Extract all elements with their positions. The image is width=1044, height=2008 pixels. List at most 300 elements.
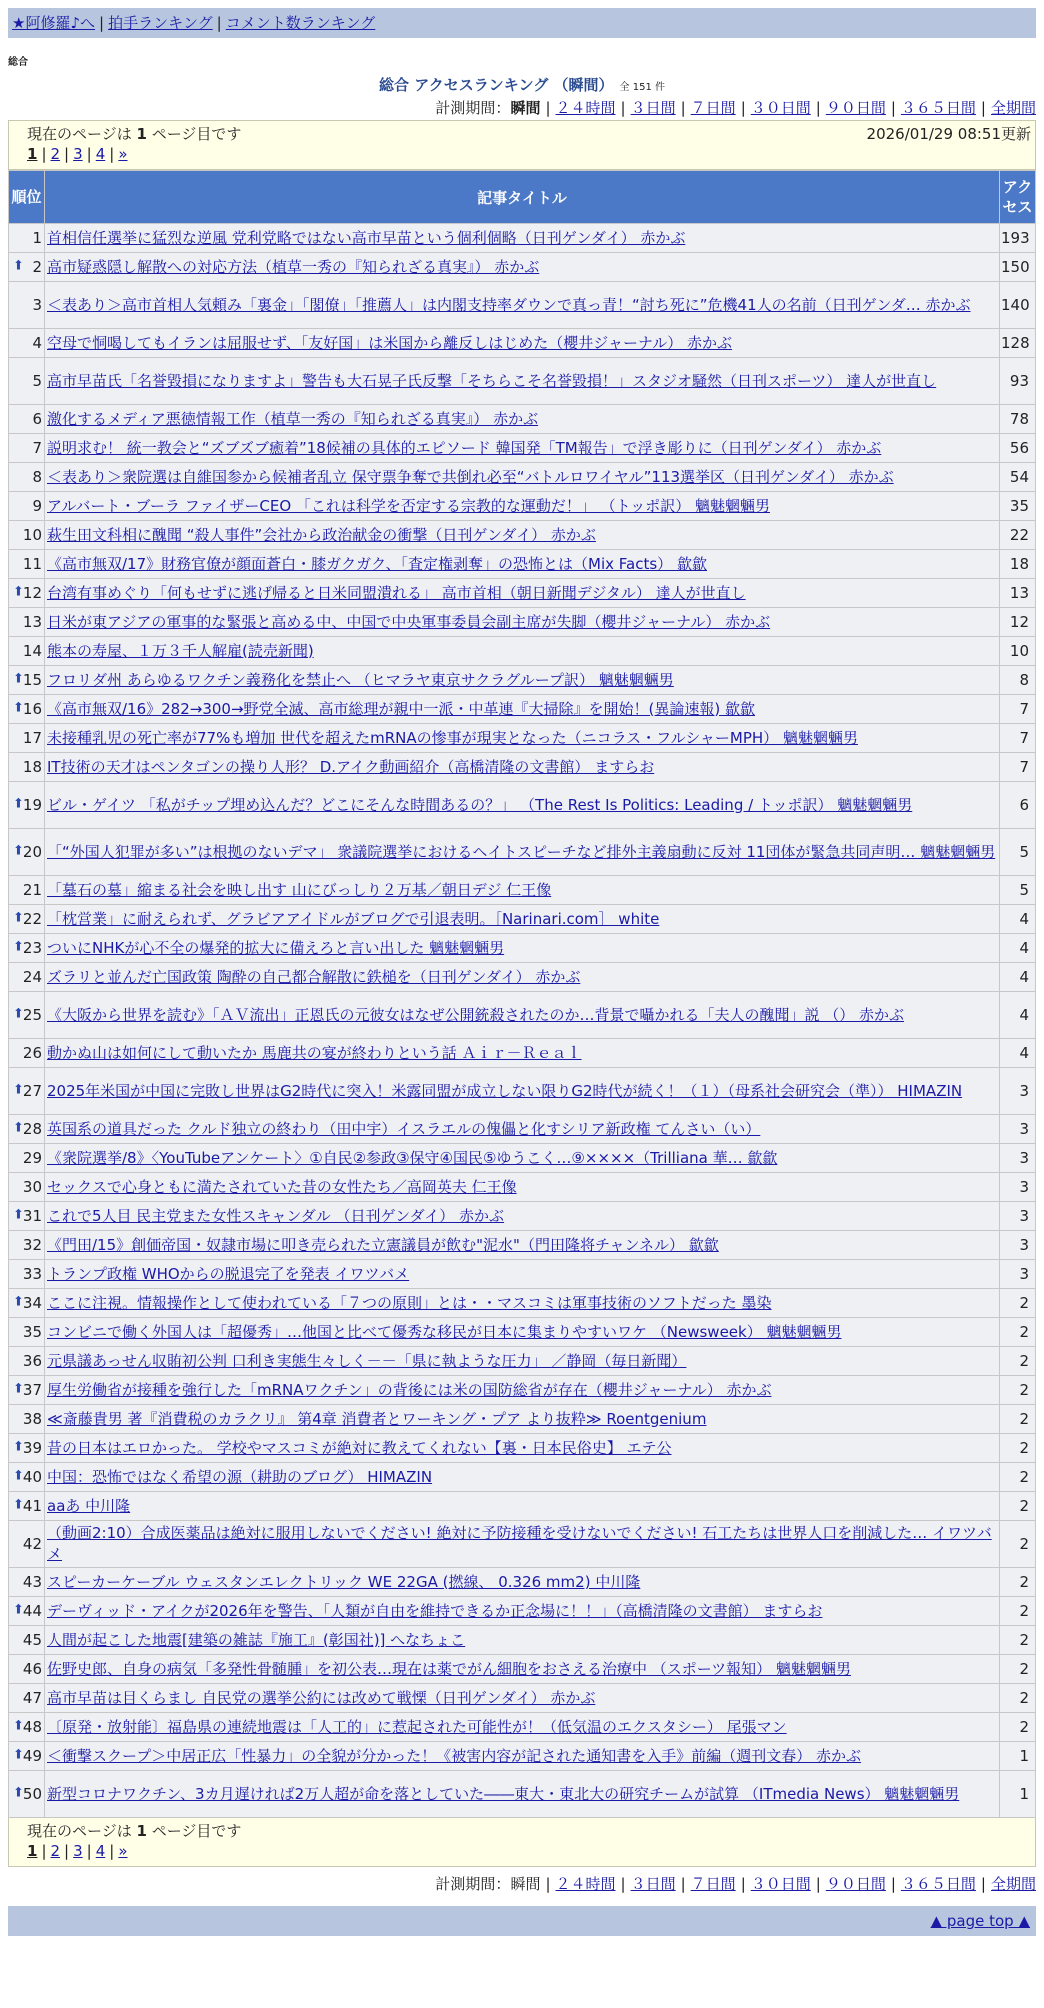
rank-cell (9, 782, 45, 829)
title-cell (45, 1347, 1000, 1376)
access-count: 54 (1000, 463, 1036, 492)
article-link[interactable]: 《大阪から世界を読む》「ＡＶ流出」正恩氏の元彼女はなぜ公開銃殺されたのか…背景で囁かれる「夫人の醜聞」説 （） 赤かぶ (47, 1005, 905, 1024)
article-link[interactable]: IT技術の天才はペンタゴンの操り人形？ D.アイク動画紹介（高橋清隆の文書館） ますらお (47, 757, 655, 776)
table-row (9, 1568, 1036, 1597)
up-arrow-icon: ⬆ (13, 1602, 24, 1618)
article-link[interactable]: 中国：恐怖ではなく希望の源（耕助のブログ） HIMAZIN (47, 1467, 433, 1486)
period-sep: | (680, 99, 686, 117)
access-count: 2 (1000, 1463, 1036, 1492)
access-count: 56 (1000, 434, 1036, 463)
table-row (9, 1115, 1036, 1144)
access-count: 78 (1000, 405, 1036, 434)
title-cell (45, 753, 1000, 782)
bottom-bar (8, 1906, 1036, 1936)
table-row (9, 579, 1036, 608)
rank-number: 3 (32, 295, 42, 314)
period-link[interactable]: ３日間 (630, 99, 676, 117)
access-count: 4 (1000, 934, 1036, 963)
rank-number: 47 (22, 1688, 42, 1707)
rank-number: 38 (22, 1409, 42, 1428)
article-link[interactable]: （動画2:10）合成医薬品は絶対に服用しないでください! 絶対に予防接種を受けないでください! 石工たちは世界人口を削減した… イワツバメ (47, 1524, 992, 1563)
table-row (9, 608, 1036, 637)
category-label: 総合 (8, 57, 28, 68)
access-count: 7 (1000, 724, 1036, 753)
up-arrow-icon: ⬆ (13, 1718, 24, 1734)
period-label: 計測期間： (435, 99, 511, 117)
rank-cell (9, 1405, 45, 1434)
access-count: 3 (1000, 1231, 1036, 1260)
period-link[interactable]: ３６５日間 (900, 1875, 976, 1893)
table-row (9, 1771, 1036, 1818)
table-row (9, 724, 1036, 753)
page-title-row (8, 74, 1036, 95)
rank-number: 39 (22, 1438, 42, 1457)
rank-cell (9, 1231, 45, 1260)
article-link[interactable]: セックスで心身ともに満たされていた昔の女性たち／高岡英夫 仁王像 (47, 1177, 517, 1196)
period-link[interactable]: ２４時間 (555, 1875, 616, 1893)
rank-cell (9, 992, 45, 1039)
access-count: 150 (1000, 253, 1036, 282)
title-cell (45, 666, 1000, 695)
rank-number: 46 (22, 1659, 42, 1678)
article-link[interactable]: ＜表あり＞衆院選は自維国参から候補者乱立 保守票争奪で共倒れ必至“バトルロワイヤル”113選挙区（日刊ゲンダイ） 赤かぶ (47, 467, 894, 486)
article-link[interactable]: 「“外国人犯罪が多い”は根拠のないデマ」 衆議院選挙におけるヘイトスピーチなど排外主義扇動に反対 11団体が緊急共同声明… 魑魅魍魎男 (47, 842, 996, 861)
table-row (9, 829, 1036, 876)
period-sep: | (545, 1875, 551, 1893)
access-count: 5 (1000, 876, 1036, 905)
rank-number: 18 (22, 757, 42, 776)
rank-number: 24 (22, 967, 42, 986)
access-count: 18 (1000, 550, 1036, 579)
title-cell (45, 876, 1000, 905)
title-cell (45, 521, 1000, 550)
page-link[interactable]: 3 (73, 1842, 83, 1860)
rank-number: 40 (22, 1467, 42, 1486)
up-arrow-icon: ⬆ (13, 1747, 24, 1763)
table-row (9, 224, 1036, 253)
access-count: 2 (1000, 1597, 1036, 1626)
page-link[interactable]: 4 (95, 145, 106, 163)
up-arrow-icon: ⬆ (13, 796, 24, 812)
period-link[interactable]: 全期間 (990, 1875, 1036, 1893)
rank-cell (9, 724, 45, 753)
table-row (9, 1173, 1036, 1202)
period-sep: | (815, 99, 821, 117)
rank-number: 10 (22, 525, 42, 544)
article-link[interactable]: 激化するメディア悪徳情報工作（植草一秀の『知られざる真実』） 赤かぶ (47, 409, 539, 428)
title-cell (45, 1434, 1000, 1463)
article-link[interactable]: ビル・ゲイツ 「私がチップ埋め込んだ？どこにそんな時間あるの？」 （The Rest Is Politics: Leading / トッポ訳） 魑魅魍魎男 (47, 795, 913, 814)
rank-number: 11 (22, 554, 42, 573)
up-arrow-icon: ⬆ (13, 1439, 24, 1455)
access-count: 4 (1000, 905, 1036, 934)
table-row (9, 1039, 1036, 1068)
rank-cell (9, 463, 45, 492)
access-count: 3 (1000, 1068, 1036, 1115)
page-current: 1 (27, 145, 38, 163)
rank-number: 17 (22, 728, 42, 747)
access-count: 2 (1000, 1626, 1036, 1655)
article-link[interactable]: 佐野史郎、自身の病気「多発性骨髄腫」を初公表…現在は薬でがん細胞をおさえる治療中 （スポーツ報知） 魑魅魍魎男 (47, 1659, 851, 1678)
rank-cell (9, 1202, 45, 1231)
rank-cell (9, 358, 45, 405)
period-link[interactable]: ９０日間 (825, 99, 886, 117)
article-link[interactable]: デーヴィッド・アイクが2026年を警告、「人類が自由を維持できるか正念場に！！」（高橋清隆の文書館） ますらお (47, 1601, 823, 1620)
rank-cell (9, 637, 45, 666)
article-link[interactable]: 未接種乳児の死亡率が77%も増加 世代を超えたmRNAの惨事が現実となった（ニコラス・フルシャーMPH） 魑魅魍魎男 (47, 728, 858, 747)
article-link[interactable]: 熊本の寿屋、１万３千人解雇(読売新聞) (47, 641, 314, 660)
pagination (27, 1842, 128, 1860)
title-cell (45, 1289, 1000, 1318)
title-cell (45, 1463, 1000, 1492)
rank-number: 42 (22, 1534, 42, 1553)
article-link[interactable]: 高市早苗は目くらまし 自民党の選挙公約には改めて戦慄（日刊ゲンダイ） 赤かぶ (47, 1688, 596, 1707)
period-link[interactable]: ３日間 (630, 1875, 676, 1893)
title-cell (45, 405, 1000, 434)
access-count: 193 (1000, 224, 1036, 253)
title-cell (45, 992, 1000, 1039)
table-row (9, 876, 1036, 905)
table-row (9, 253, 1036, 282)
table-row (9, 329, 1036, 358)
access-count: 4 (1000, 1039, 1036, 1068)
table-row (9, 1144, 1036, 1173)
up-arrow-icon: ⬆ (13, 1294, 24, 1310)
article-link[interactable]: コンビニで働く外国人は「超優秀」…他国と比べて優秀な移民が日本に集まりやすいワケ （Newsweek） 魑魅魍魎男 (47, 1322, 842, 1341)
rank-number: 43 (22, 1572, 42, 1591)
access-count: 5 (1000, 829, 1036, 876)
col-access-header: アクセス (1000, 171, 1036, 224)
page-link[interactable]: 4 (95, 1842, 106, 1860)
rank-cell (9, 1434, 45, 1463)
article-link[interactable]: 台湾有事めぐり「何もせずに逃げ帰ると日米同盟潰れる」 高市首相（朝日新聞デジタル） 達人が世直し (47, 583, 746, 602)
title-cell (45, 1260, 1000, 1289)
article-link[interactable]: 「枕営業」に耐えられず、グラビアアイドルがブログで引退表明。［Narinari.com］ white (47, 909, 660, 928)
rank-number: 36 (22, 1351, 42, 1370)
rank-number: 9 (32, 496, 42, 515)
page-next-link[interactable]: » (118, 145, 128, 163)
access-count: 13 (1000, 579, 1036, 608)
article-link[interactable]: 《高市無双/16》282→300→野党全滅、高市総理が親中一派・中革連『大掃除』を開始！(異論速報) 歙歙 (47, 699, 756, 718)
title-cell (45, 1655, 1000, 1684)
period-sep: | (815, 1875, 821, 1893)
article-link[interactable]: スピーカーケーブル ウェスタンエレクトリック WE 22GA (撚線、 0.326 mm2) 中川隆 (47, 1572, 641, 1591)
table-row (9, 753, 1036, 782)
article-link[interactable]: 人間が起こした地震[建築の雑誌『施工』(彰国社)] へなちょこ (47, 1630, 466, 1649)
period-link[interactable]: ９０日間 (825, 1875, 886, 1893)
table-row (9, 1231, 1036, 1260)
access-count: 4 (1000, 992, 1036, 1039)
rank-number: 28 (22, 1119, 42, 1138)
rank-number: 16 (22, 699, 42, 718)
rank-cell (9, 1742, 45, 1771)
article-link[interactable]: 高市疑惑隠し解散への対応方法（植草一秀の『知られざる真実』） 赤かぶ (47, 257, 540, 276)
period-sep: | (890, 1875, 896, 1893)
access-count: 2 (1000, 1405, 1036, 1434)
article-link[interactable]: 説明求む！ 統一教会と“ズブズブ癒着”18候補の具体的エピソード 韓国発「TM報告」で浮き彫りに（日刊ゲンダイ） 赤かぶ (47, 438, 882, 457)
access-count: 3 (1000, 1144, 1036, 1173)
rank-cell (9, 1626, 45, 1655)
title-cell (45, 463, 1000, 492)
rank-cell (9, 1568, 45, 1597)
rank-cell (9, 492, 45, 521)
title-cell (45, 358, 1000, 405)
article-link[interactable]: トランプ政権 WHOからの脱退完了を発表 イワツバメ (47, 1264, 410, 1283)
top-nav (8, 8, 1036, 38)
access-count: 140 (1000, 282, 1036, 329)
comment-ranking-link[interactable]: コメント数ランキング (225, 14, 376, 32)
access-count: 8 (1000, 666, 1036, 695)
title-cell (45, 1521, 1000, 1568)
page-current: 1 (27, 1842, 38, 1860)
access-count: 128 (1000, 329, 1036, 358)
article-link[interactable]: ＜表あり＞高市首相人気頼み「裏金」「閣僚」「推薦人」は内閣支持率ダウンで真っ青！“討ち死に”危機41人の名前（日刊ゲンダ… 赤かぶ (47, 295, 971, 314)
title-cell (45, 934, 1000, 963)
article-link[interactable]: 新型コロナワクチン、3カ月遅ければ2万人超が命を落としていた――東大・東北大の研究チームが試算 （ITmedia News） 魑魅魍魎男 (47, 1784, 960, 1803)
title-cell (45, 1202, 1000, 1231)
rank-number: 25 (22, 1005, 42, 1024)
article-link[interactable]: ≪斎藤貴男 著『消費税のカラクリ』 第4章 消費者とワーキング・プア より抜粋≫ Roentgenium (47, 1409, 707, 1428)
rank-number: 27 (22, 1081, 42, 1100)
title-cell (45, 1039, 1000, 1068)
article-link[interactable]: 昔の日本はエロかった。 学校やマスコミが絶対に教えてくれない【裏・日本民俗史】 エテ公 (47, 1438, 672, 1457)
rank-number: 26 (22, 1043, 42, 1062)
pagination (27, 145, 128, 163)
page-link[interactable]: 2 (50, 145, 61, 163)
article-link[interactable]: 高市早苗氏「名誉毀損になりますよ」警告も大石晃子氏反撃「そちらこそ名誉毀損！」スタジオ騒然（日刊スポーツ） 達人が世直し (47, 371, 937, 390)
access-count: 10 (1000, 637, 1036, 666)
table-row (9, 963, 1036, 992)
period-sep: | (680, 1875, 686, 1893)
page-info-box-bottom (8, 1818, 1036, 1867)
rank-cell (9, 1144, 45, 1173)
page-sep: | (64, 145, 70, 163)
article-link[interactable]: ここに注視。情報操作として使われている「７つの原則」とは・・マスコミは軍事技術のソフトだった 墨染 (47, 1293, 772, 1312)
article-link[interactable]: ついにNHKが心不全の爆発的拡大に備えろと言い出した 魑魅魍魎男 (47, 938, 505, 957)
rank-cell (9, 329, 45, 358)
article-link[interactable]: 《門田/15》創価帝国・奴隷市場に叩き売られた立憲議員が飲む"泥水"（門田隆将チャンネル） 歙歙 (47, 1235, 719, 1254)
rank-cell (9, 550, 45, 579)
article-link[interactable]: 2025年米国が中国に完敗し世界はG2時代に突入！米露同盟が成立しない限りG2時代が続く！（１）（母系社会研究会（準）） HIMAZIN (47, 1081, 963, 1100)
page-sep: | (86, 1842, 92, 1860)
rank-number: 49 (22, 1746, 42, 1765)
table-row (9, 666, 1036, 695)
up-arrow-icon: ⬆ (13, 910, 24, 926)
rank-cell (9, 829, 45, 876)
period-link[interactable]: ７日間 (690, 1875, 736, 1893)
rank-cell (9, 1173, 45, 1202)
article-link[interactable]: 首相信任選挙に猛烈な逆風 党利党略ではない高市早苗という個利個略（日刊ゲンダイ） 赤かぶ (47, 228, 686, 247)
period-sep: | (980, 99, 986, 117)
rank-number: 6 (32, 409, 42, 428)
rank-number: 37 (22, 1380, 42, 1399)
title-cell (45, 1713, 1000, 1742)
title-cell (45, 782, 1000, 829)
table-row (9, 1742, 1036, 1771)
access-count: 22 (1000, 521, 1036, 550)
access-count: 2 (1000, 1492, 1036, 1521)
rank-number: 23 (22, 938, 42, 957)
title-cell (45, 724, 1000, 753)
article-link[interactable]: 英国系の道具だった クルド独立の終わり（田中宇）イスラエルの傀儡と化すシリア新政権 てんさい（い） (47, 1119, 761, 1138)
access-count: 7 (1000, 753, 1036, 782)
title-cell (45, 1568, 1000, 1597)
up-arrow-icon: ⬆ (13, 1785, 24, 1801)
title-cell (45, 1771, 1000, 1818)
period-label: 計測期間： (435, 1875, 511, 1893)
rank-cell (9, 1521, 45, 1568)
period-sep: | (740, 99, 746, 117)
rank-number: 19 (22, 795, 42, 814)
title-cell (45, 579, 1000, 608)
rank-cell (9, 253, 45, 282)
home-link[interactable]: ★阿修羅♪へ (12, 14, 96, 32)
rank-cell (9, 1463, 45, 1492)
rank-cell (9, 282, 45, 329)
col-rank-header: 順位 (9, 171, 45, 224)
article-link[interactable]: 日米が東アジアの軍事的な緊張と高める中、中国で中央軍事委員会副主席が失脚（櫻井ジャーナル） 赤かぶ (47, 612, 771, 631)
rank-number: 5 (32, 371, 42, 390)
article-link[interactable]: フロリダ州 あらゆるワクチン義務化を禁止へ （ヒマラヤ東京サクラグループ訳） 魑魅魍魎男 (47, 670, 674, 689)
rank-number: 14 (22, 641, 42, 660)
rank-number: 48 (22, 1717, 42, 1736)
rank-number: 41 (22, 1496, 42, 1515)
article-link[interactable]: 〔原発・放射能〕福島県の連続地震は「人工的」に惹起された可能性が！（低気温のエクスタシー） 尾張マン (47, 1717, 787, 1736)
up-arrow-icon: ⬆ (13, 1120, 24, 1136)
page-sep: | (41, 1842, 47, 1860)
table-row (9, 1376, 1036, 1405)
page-next-link[interactable]: » (118, 1842, 128, 1860)
rank-cell (9, 666, 45, 695)
total-count: 全 151 件 (619, 82, 665, 93)
article-link[interactable]: 萩生田文科相に醜聞 “殺人事件”会社から政治献金の衝撃（日刊ゲンダイ） 赤かぶ (47, 525, 596, 544)
period-sep: | (620, 99, 626, 117)
up-arrow-icon: ⬆ (13, 1468, 24, 1484)
period-link[interactable]: ３０日間 (750, 1875, 811, 1893)
period-current: 瞬間 (510, 1875, 541, 1893)
table-row (9, 782, 1036, 829)
article-link[interactable]: aaあ 中川隆 (47, 1496, 131, 1515)
rank-number: 7 (32, 438, 42, 457)
rank-cell (9, 405, 45, 434)
table-row (9, 1684, 1036, 1713)
table-row (9, 1626, 1036, 1655)
nav-sep: | (99, 14, 105, 32)
title-cell (45, 608, 1000, 637)
page-link[interactable]: 2 (50, 1842, 61, 1860)
period-sep: | (620, 1875, 626, 1893)
rank-number: 50 (22, 1784, 42, 1803)
access-count: 93 (1000, 358, 1036, 405)
rank-number: 13 (22, 612, 42, 631)
article-link[interactable]: 「墓石の墓」縮まる社会を映し出す 山にびっしり２万基／朝日デジ 仁王像 (47, 880, 552, 899)
article-link[interactable]: これで5人目 民主党また女性スキャンダル （日刊ゲンダイ） 赤かぶ (47, 1206, 505, 1225)
period-selector-bottom (8, 1873, 1036, 1894)
table-row (9, 1068, 1036, 1115)
title-cell (45, 1376, 1000, 1405)
updated-time: 2026/01/29 08:51更新 (866, 125, 1031, 143)
rank-cell (9, 1684, 45, 1713)
up-arrow-icon: ⬆ (13, 1381, 24, 1397)
period-link[interactable]: ２４時間 (555, 99, 616, 117)
article-link[interactable]: 元県議あっせん収賄初公判 口利き実態生々しく－－「県に執ような圧力」 ／静岡（毎日新聞） (47, 1351, 687, 1370)
title-cell (45, 1068, 1000, 1115)
table-row (9, 637, 1036, 666)
rank-cell (9, 1347, 45, 1376)
access-count: 4 (1000, 963, 1036, 992)
rank-cell (9, 521, 45, 550)
access-count: 35 (1000, 492, 1036, 521)
title-cell (45, 434, 1000, 463)
page-top-link[interactable]: ▲ page top ▲ (930, 1912, 1030, 1930)
rank-number: 2 (32, 257, 42, 276)
article-link[interactable]: 厚生労働省が接種を強行した「mRNAワクチン」の背後には米の国防総省が存在（櫻井ジャーナル） 赤かぶ (47, 1380, 772, 1399)
article-link[interactable]: アルバート・ブーラ ファイザーCEO 「これは科学を否定する宗教的な運動だ！」 （トッポ訳） 魑魅魍魎男 (47, 496, 770, 515)
rank-cell (9, 579, 45, 608)
applause-ranking-link[interactable]: 拍手ランキング (108, 14, 213, 32)
period-sep: | (980, 1875, 986, 1893)
period-sep: | (740, 1875, 746, 1893)
article-link[interactable]: ＜衝撃スクープ＞中居正広「性暴力」の全貌が分かった！《被害内容が記された通知書を入手》前編（週刊文春） 赤かぶ (47, 1746, 862, 1765)
access-count: 3 (1000, 1202, 1036, 1231)
title-cell (45, 1405, 1000, 1434)
rank-cell (9, 695, 45, 724)
table-row (9, 358, 1036, 405)
table-row (9, 1289, 1036, 1318)
period-sep: | (890, 99, 896, 117)
table-row (9, 550, 1036, 579)
rank-number: 30 (22, 1177, 42, 1196)
title-cell (45, 637, 1000, 666)
period-link[interactable]: 全期間 (990, 99, 1036, 117)
article-link[interactable]: ズラリと並んだ亡国政策 陶酔の自己都合解散に鉄槌を（日刊ゲンダイ） 赤かぶ (47, 967, 581, 986)
article-link[interactable]: 空母で恫喝してもイランは屈服せず、「友好国」は米国から離反しはじめた（櫻井ジャーナル） 赤かぶ (47, 333, 733, 352)
access-count: 2 (1000, 1713, 1036, 1742)
rank-number: 20 (22, 842, 42, 861)
period-link[interactable]: ３６５日間 (900, 99, 976, 117)
page-sep: | (64, 1842, 70, 1860)
rank-cell (9, 1068, 45, 1115)
access-count: 6 (1000, 782, 1036, 829)
article-link[interactable]: 動かぬ山は如何にして動いたか 馬鹿共の宴が終わりという話 Ａｉｒ－Ｒｅａｌ (47, 1043, 582, 1062)
table-row (9, 1318, 1036, 1347)
rank-number: 4 (32, 333, 42, 352)
table-row (9, 695, 1036, 724)
title-cell (45, 1173, 1000, 1202)
col-title-header: 記事タイトル (45, 171, 1000, 224)
rank-number: 29 (22, 1148, 42, 1167)
page-info-box (8, 120, 1036, 170)
article-link[interactable]: 《高市無双/17》財務官僚が顔面蒼白・膝ガクガク、「査定権剥奪」の恐怖とは（Mix Facts） 歙歙 (47, 554, 707, 573)
table-row (9, 1655, 1036, 1684)
page-sep: | (109, 145, 115, 163)
period-link[interactable]: ３０日間 (750, 99, 811, 117)
access-count: 3 (1000, 1173, 1036, 1202)
page-link[interactable]: 3 (73, 145, 83, 163)
title-cell (45, 224, 1000, 253)
up-arrow-icon: ⬆ (13, 671, 24, 687)
title-cell (45, 695, 1000, 724)
table-row (9, 1202, 1036, 1231)
period-link[interactable]: ７日間 (690, 99, 736, 117)
up-arrow-icon: ⬆ (13, 1006, 24, 1022)
title-cell (45, 550, 1000, 579)
article-link[interactable]: 《衆院選挙/8》〈YouTubeアンケート〉①自民②参政③保守④国民⑤ゆうこく…⑨××××（Trilliana 華… 歙歙 (47, 1148, 778, 1167)
table-row (9, 1492, 1036, 1521)
page-position: 現在のページは 1 ページ目です (27, 125, 242, 143)
title-cell (45, 1684, 1000, 1713)
access-count: 12 (1000, 608, 1036, 637)
